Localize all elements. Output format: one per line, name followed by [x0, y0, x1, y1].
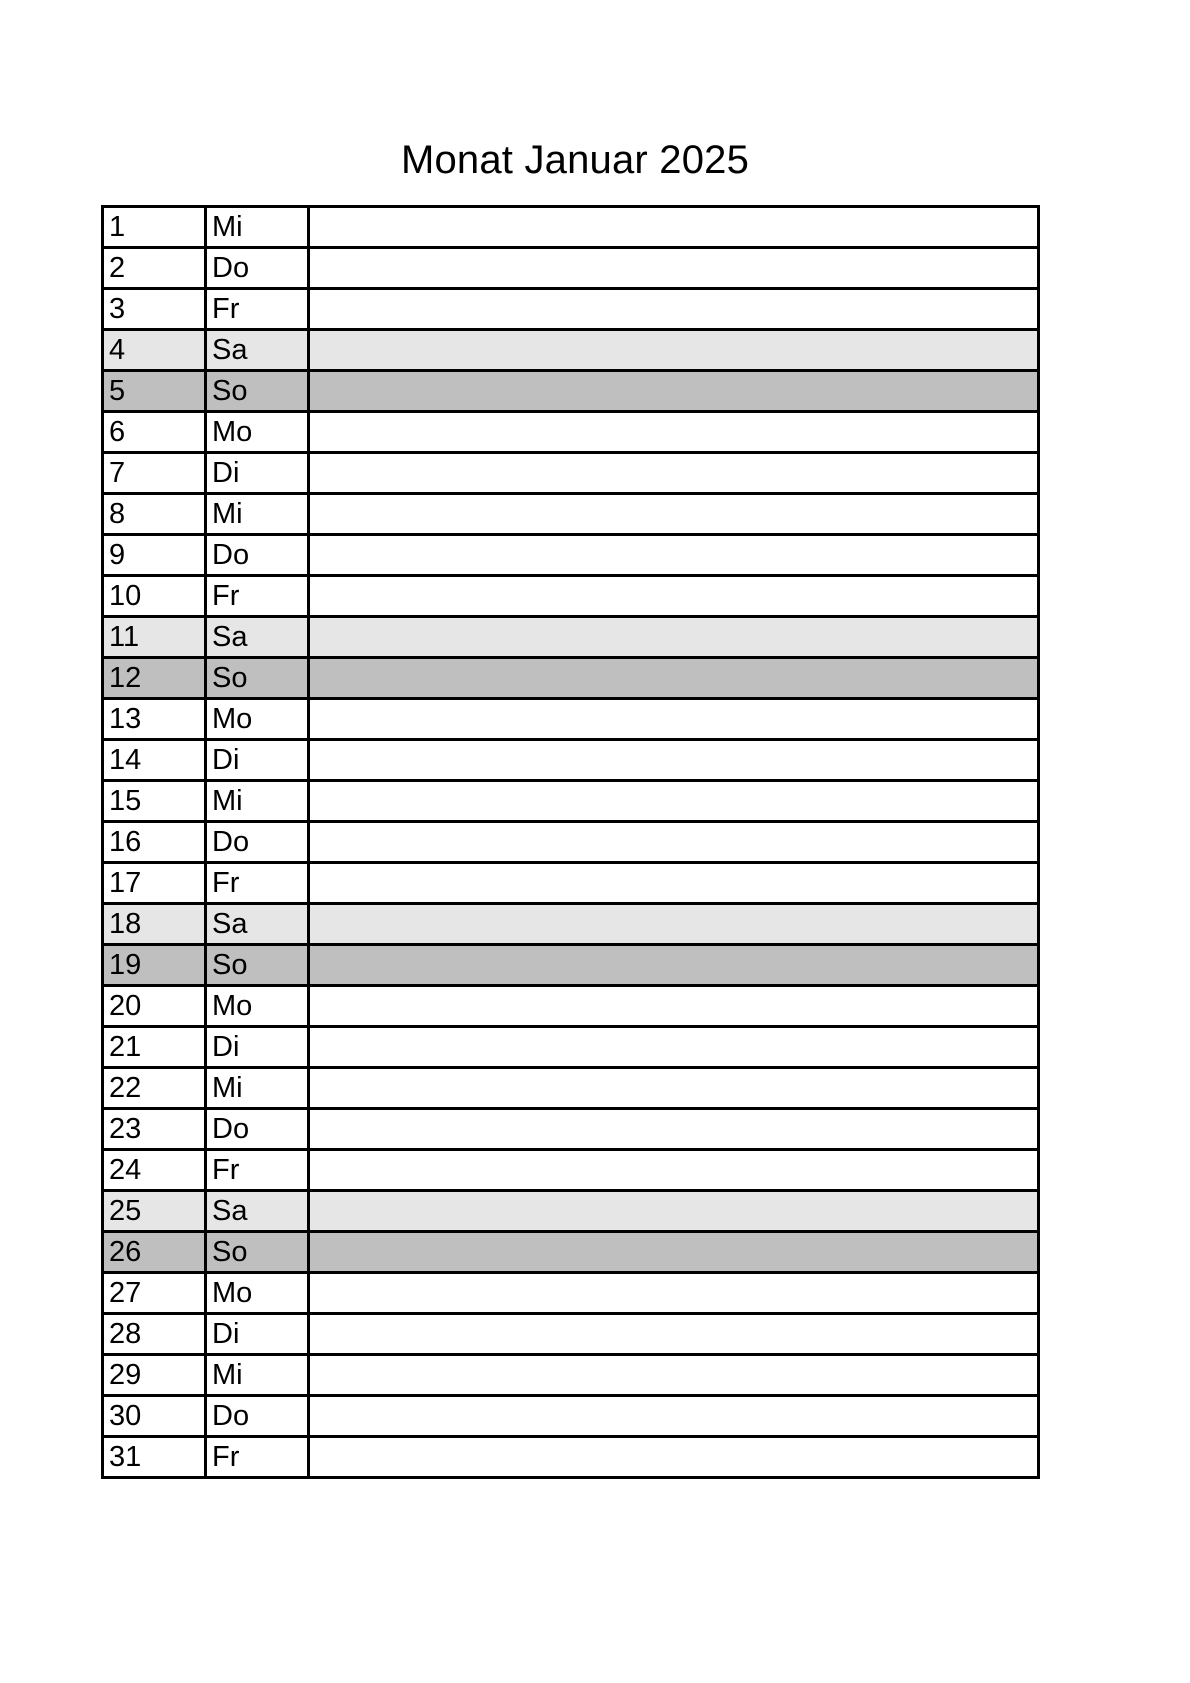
day-number-cell: 9	[103, 535, 206, 576]
day-number-cell: 30	[103, 1396, 206, 1437]
calendar-row	[103, 330, 1039, 371]
day-number-cell: 28	[103, 1314, 206, 1355]
day-number-cell: 2	[103, 248, 206, 289]
weekday-cell: Mi	[206, 207, 309, 248]
weekday-cell: Fr	[206, 576, 309, 617]
calendar-row	[103, 1396, 1039, 1437]
weekday-cell: Mi	[206, 781, 309, 822]
day-number-cell: 14	[103, 740, 206, 781]
calendar-row	[103, 1232, 1039, 1273]
weekday-cell: Mo	[206, 1273, 309, 1314]
calendar-row	[103, 1150, 1039, 1191]
note-cell[interactable]	[309, 289, 1039, 330]
calendar-row	[103, 1027, 1039, 1068]
note-cell[interactable]	[309, 1355, 1039, 1396]
day-number-cell: 20	[103, 986, 206, 1027]
weekday-cell: Sa	[206, 904, 309, 945]
day-number-cell: 18	[103, 904, 206, 945]
calendar-row	[103, 617, 1039, 658]
note-cell[interactable]	[309, 412, 1039, 453]
calendar-row	[103, 1273, 1039, 1314]
page-title: Monat Januar 2025	[400, 138, 750, 182]
note-cell[interactable]	[309, 453, 1039, 494]
calendar-row	[103, 207, 1039, 248]
weekday-cell: Mi	[206, 494, 309, 535]
calendar-row	[103, 1109, 1039, 1150]
weekday-cell: Sa	[206, 1191, 309, 1232]
calendar-row	[103, 904, 1039, 945]
weekday-cell: Mo	[206, 412, 309, 453]
calendar-row	[103, 658, 1039, 699]
note-cell[interactable]	[309, 617, 1039, 658]
note-cell[interactable]	[309, 822, 1039, 863]
calendar-row	[103, 494, 1039, 535]
weekday-cell: Di	[206, 1027, 309, 1068]
calendar-row	[103, 945, 1039, 986]
calendar-row	[103, 1191, 1039, 1232]
calendar-row	[103, 289, 1039, 330]
note-cell[interactable]	[309, 699, 1039, 740]
calendar-row	[103, 535, 1039, 576]
weekday-cell: Do	[206, 248, 309, 289]
day-number-cell: 26	[103, 1232, 206, 1273]
note-cell[interactable]	[309, 1273, 1039, 1314]
calendar-row	[103, 453, 1039, 494]
note-cell[interactable]	[309, 1191, 1039, 1232]
note-cell[interactable]	[309, 740, 1039, 781]
day-number-cell: 11	[103, 617, 206, 658]
note-cell[interactable]	[309, 576, 1039, 617]
weekday-cell: Mi	[206, 1355, 309, 1396]
calendar-row	[103, 1068, 1039, 1109]
calendar-row	[103, 1314, 1039, 1355]
calendar-row	[103, 576, 1039, 617]
weekday-cell: Do	[206, 822, 309, 863]
calendar-row	[103, 1437, 1039, 1478]
weekday-cell: Fr	[206, 1150, 309, 1191]
day-number-cell: 1	[103, 207, 206, 248]
day-number-cell: 15	[103, 781, 206, 822]
note-cell[interactable]	[309, 1396, 1039, 1437]
weekday-cell: Mo	[206, 986, 309, 1027]
day-number-cell: 7	[103, 453, 206, 494]
day-number-cell: 5	[103, 371, 206, 412]
note-cell[interactable]	[309, 986, 1039, 1027]
day-number-cell: 24	[103, 1150, 206, 1191]
weekday-cell: Fr	[206, 1437, 309, 1478]
weekday-cell: Fr	[206, 289, 309, 330]
calendar-row	[103, 412, 1039, 453]
day-number-cell: 25	[103, 1191, 206, 1232]
day-number-cell: 19	[103, 945, 206, 986]
day-number-cell: 21	[103, 1027, 206, 1068]
note-cell[interactable]	[309, 1150, 1039, 1191]
note-cell[interactable]	[309, 1109, 1039, 1150]
weekday-cell: So	[206, 371, 309, 412]
calendar-body	[103, 207, 1039, 1478]
note-cell[interactable]	[309, 1232, 1039, 1273]
calendar-row	[103, 1355, 1039, 1396]
note-cell[interactable]	[309, 1437, 1039, 1478]
weekday-cell: Di	[206, 1314, 309, 1355]
weekday-cell: Do	[206, 1109, 309, 1150]
day-number-cell: 10	[103, 576, 206, 617]
note-cell[interactable]	[309, 1068, 1039, 1109]
weekday-cell: Di	[206, 453, 309, 494]
note-cell[interactable]	[309, 658, 1039, 699]
day-number-cell: 16	[103, 822, 206, 863]
weekday-cell: Sa	[206, 617, 309, 658]
calendar-row	[103, 781, 1039, 822]
note-cell[interactable]	[309, 371, 1039, 412]
note-cell[interactable]	[309, 863, 1039, 904]
note-cell[interactable]	[309, 1314, 1039, 1355]
note-cell[interactable]	[309, 330, 1039, 371]
calendar-row	[103, 699, 1039, 740]
note-cell[interactable]	[309, 535, 1039, 576]
day-number-cell: 13	[103, 699, 206, 740]
note-cell[interactable]	[309, 781, 1039, 822]
note-cell[interactable]	[309, 945, 1039, 986]
weekday-cell: So	[206, 658, 309, 699]
calendar-row	[103, 740, 1039, 781]
weekday-cell: So	[206, 945, 309, 986]
day-number-cell: 27	[103, 1273, 206, 1314]
weekday-cell: Mo	[206, 699, 309, 740]
weekday-cell: Fr	[206, 863, 309, 904]
day-number-cell: 8	[103, 494, 206, 535]
calendar-row	[103, 371, 1039, 412]
calendar-row	[103, 986, 1039, 1027]
day-number-cell: 12	[103, 658, 206, 699]
note-cell[interactable]	[309, 1027, 1039, 1068]
calendar-row	[103, 863, 1039, 904]
weekday-cell: So	[206, 1232, 309, 1273]
day-number-cell: 6	[103, 412, 206, 453]
note-cell[interactable]	[309, 904, 1039, 945]
weekday-cell: Do	[206, 1396, 309, 1437]
day-number-cell: 29	[103, 1355, 206, 1396]
calendar-table	[101, 205, 1040, 1479]
note-cell[interactable]	[309, 494, 1039, 535]
calendar-row	[103, 248, 1039, 289]
weekday-cell: Di	[206, 740, 309, 781]
note-cell[interactable]	[309, 207, 1039, 248]
note-cell[interactable]	[309, 248, 1039, 289]
day-number-cell: 4	[103, 330, 206, 371]
day-number-cell: 23	[103, 1109, 206, 1150]
day-number-cell: 31	[103, 1437, 206, 1478]
calendar-row	[103, 822, 1039, 863]
day-number-cell: 3	[103, 289, 206, 330]
day-number-cell: 17	[103, 863, 206, 904]
weekday-cell: Sa	[206, 330, 309, 371]
weekday-cell: Mi	[206, 1068, 309, 1109]
day-number-cell: 22	[103, 1068, 206, 1109]
weekday-cell: Do	[206, 535, 309, 576]
